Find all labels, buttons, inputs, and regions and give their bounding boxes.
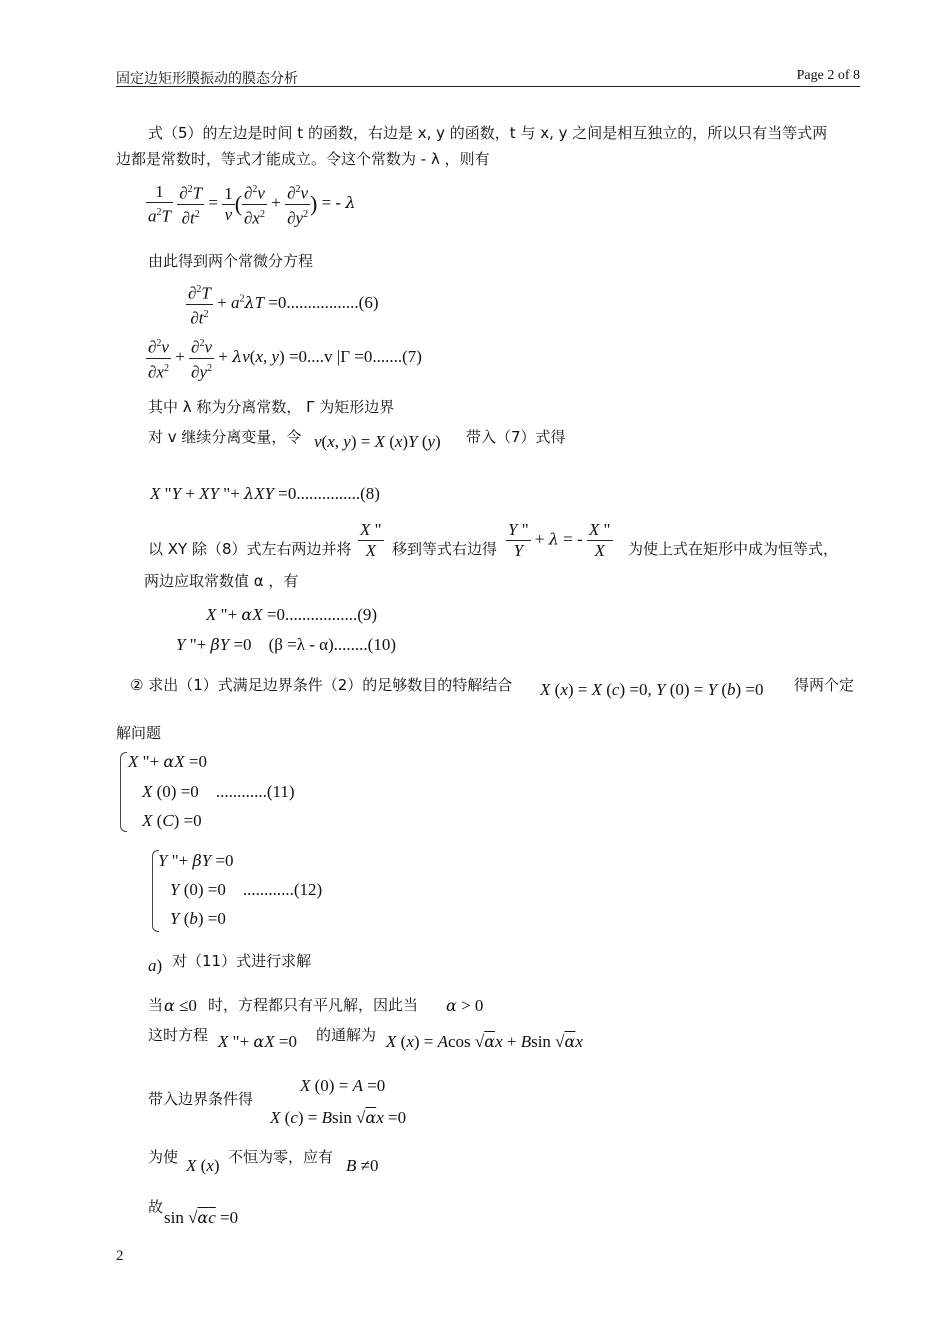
text-bc: 带入边界条件得 xyxy=(148,1090,254,1108)
text-separation-tail: 带入（7）式得 xyxy=(466,428,566,446)
sys12-eq3: Y (b) =0 xyxy=(170,909,226,928)
header-rule xyxy=(116,86,860,87)
ineq-b-nonzero: B ≠0 xyxy=(346,1156,379,1175)
equation-separation: $\frac{1}{a^2T}$ $\frac{\partial^2T}{\partial t^2}$ = $\frac{1}{v}$ ( $\frac{\partial^2v}{\partial x^2}$ + $\frac{\partial^2v}{\partial y^2}$ ) = - λ xyxy=(148,181,356,228)
eq9-label: =0.................(9) xyxy=(266,605,378,624)
text-when: 当 xyxy=(148,996,164,1014)
page-number: 2 xyxy=(116,1248,124,1264)
text-general-mid: 的通解为 xyxy=(316,1026,377,1044)
text-nonzero: 为使 xyxy=(148,1148,179,1166)
text-alpha: 两边应取常数值 α ，有 xyxy=(144,572,299,590)
ineq-alpha-le0: α ≤0 xyxy=(164,996,197,1015)
text-divide-3: 为使上式在矩形中成为恒等式， xyxy=(628,540,839,558)
sys11-label: ............(11) xyxy=(215,782,295,801)
eq10-label: (β =λ - α)........(10) xyxy=(268,635,397,654)
para1-line1: 式（5）的左边是时间 t 的函数，右边是 x, y 的函数，t 与 x, y 之间是相互独立的，所以只有当等式两 xyxy=(148,124,828,142)
text-two-odes: 由此得到两个常微分方程 xyxy=(148,252,314,270)
text-nonzero-mid: 不恒为零，应有 xyxy=(228,1148,334,1166)
equation-10: Y "+ βY =0 (β =λ - α)........(10) xyxy=(176,635,397,654)
equation-8: X "Y + XY "+ λXY =0...............(8) xyxy=(150,484,380,503)
brace-11 xyxy=(120,752,127,832)
expr-x-of-x: X (x) xyxy=(186,1156,220,1175)
sys11-eq1: X "+ αX =0 xyxy=(128,752,207,771)
text-lambda: 其中 λ 称为分离常数， Γ 为矩形边界 xyxy=(148,398,395,416)
text-when-mid: 时，方程都只有平凡解，因此当 xyxy=(208,996,419,1014)
equation-x-ode: X "+ αX =0 xyxy=(218,1032,297,1051)
text-step2-tail: 得两个定 xyxy=(794,676,855,694)
sys11-eq2: X (0) =0 ............(11) xyxy=(142,782,295,801)
ineq-alpha-gt0: α > 0 xyxy=(446,996,484,1015)
eq8-label: =0...............(8) xyxy=(278,484,380,503)
equation-general-solution: X (x) = Acos √αx + Bsin √αx xyxy=(386,1032,583,1051)
label-a: a) xyxy=(148,956,163,975)
sys12-label: ............(12) xyxy=(242,880,323,899)
para1-line2: 边都是常数时，等式才能成立。令这个常数为 - λ ，则有 xyxy=(116,150,490,168)
text-divide-2: 移到等式右边得 xyxy=(392,540,498,558)
equation-v-product: v(x, y) = X (x)Y (y) xyxy=(314,432,441,451)
text-a-solve: 对（11）式进行求解 xyxy=(172,952,312,970)
sys12-eq2: Y (0) =0 ............(12) xyxy=(170,880,323,899)
equation-9: X "+ αX =0.................(9) xyxy=(206,605,378,624)
equation-xc: X (c) = Bsin √αx =0 xyxy=(270,1108,407,1127)
equation-ratio: $\frac{Y "}{Y}$ + λ = - $\frac{X "}{X}$ xyxy=(508,520,611,560)
equation-sin-zero: sin √αc =0 xyxy=(164,1208,239,1227)
text-divide-1: 以 XY 除（8）式左右两边并将 xyxy=(148,540,352,558)
text-problem: 解问题 xyxy=(116,724,162,742)
equation-7: $\frac{\partial^2v}{\partial x^2}$ + $\frac{\partial^2v}{\partial y^2}$ + λv(x, y) =0....v |Γ =0.......(7) xyxy=(146,334,422,382)
fraction-x2-over-x: $\frac{X "}{X}$ xyxy=(360,520,382,560)
eq7-label: =0....v |Γ =0.......(7) xyxy=(288,347,422,367)
sys12-eq1: Y "+ βY =0 xyxy=(158,851,234,870)
header-title: 固定边矩形膜振动的膜态分析 xyxy=(116,72,298,87)
header-page: Page 2 of 8 xyxy=(796,68,860,83)
equation-6: $\frac{\partial^2T}{\partial t^2}$ + $a^2\lambda T =0.................(6)$ xyxy=(186,280,379,328)
text-step2: ② 求出（1）式满足边界条件（2）的足够数目的特解结合 xyxy=(130,676,513,694)
text-hence: 故 xyxy=(148,1198,164,1216)
equation-boundary: X (x) = X (c) =0, Y (0) = Y (b) =0 xyxy=(540,680,764,699)
text-eq-general: 这时方程 xyxy=(148,1026,209,1044)
equation-x0: X (0) = A =0 xyxy=(300,1076,386,1095)
text-separation: 对 v 继续分离变量，令 xyxy=(148,428,302,446)
eq6-label: =0.................(6) xyxy=(268,293,379,313)
sys11-eq3: X (C) =0 xyxy=(142,811,202,830)
